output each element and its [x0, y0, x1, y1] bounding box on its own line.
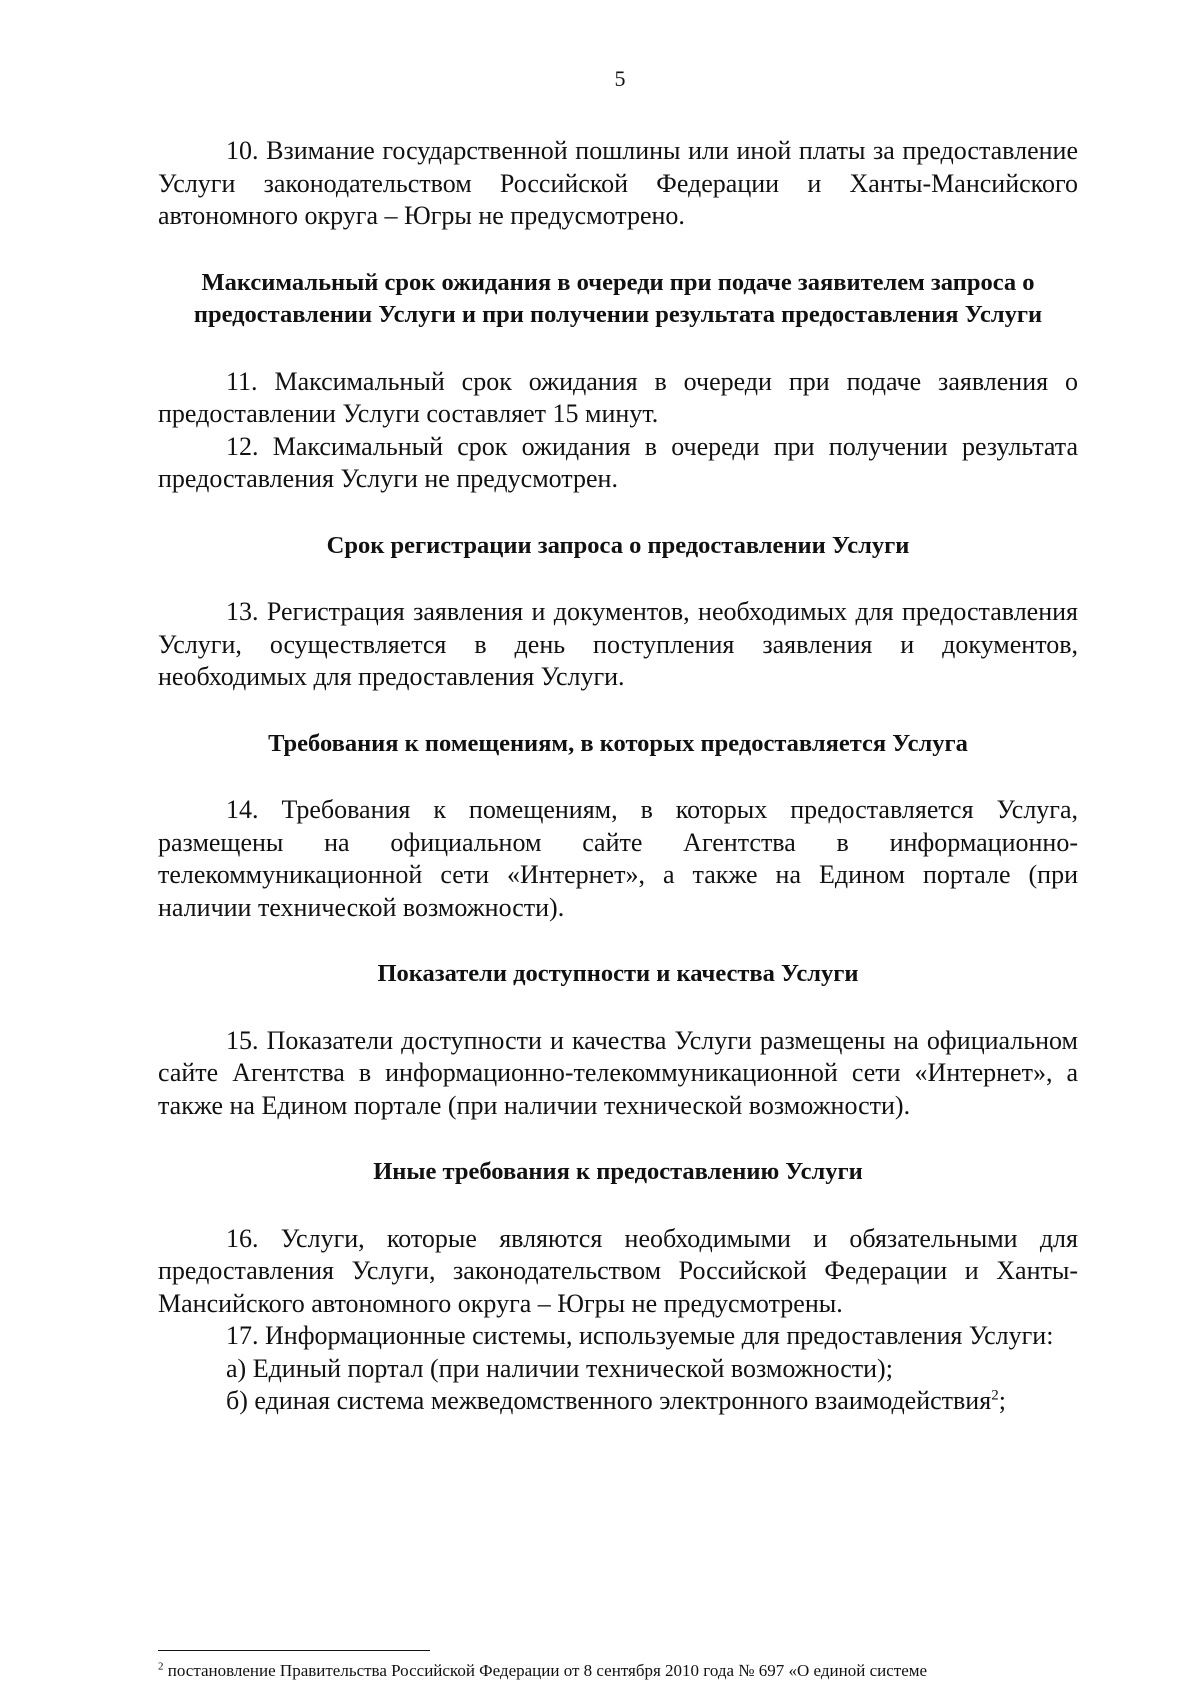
footnote-reference[interactable]: 2 [991, 1387, 999, 1404]
list-item-b-end: ; [998, 1386, 1006, 1415]
list-item-b-text: б) единая система межведомственного электронного взаимодействия [226, 1386, 992, 1415]
footnote-separator [158, 1650, 430, 1651]
document-body [158, 135, 1078, 1418]
heading-max-waiting-time: Максимальный срок ожидания в очереди при подаче заявителем запроса о предоставлении Услуги и при получении результата предоставления Услуги [193, 268, 1043, 328]
footnote-text: постановление Правительства Российской Федерации от 8 сентября 2010 года № 697 «О единой системе [163, 1661, 928, 1680]
heading-other-requirements: Иные требования к предоставлению Услуги [373, 1158, 863, 1185]
paragraph-15: 15. Показатели доступности и качества Услуги размещены на официальном сайте Агентства в информационно-телекоммуникационной сети «Интернет», а также на Едином портале (при наличии технической возможности). [158, 1025, 1078, 1120]
paragraph-10: 10. Взимание государственной пошлины или иной платы за предоставление Услуги законодательством Российской Федерации и Ханты-Мансийского автономного округа – Югры не предусмотрено. [158, 136, 1078, 230]
page-number: 5 [614, 66, 626, 91]
paragraph-16: 16. Услуги, которые являются необходимыми и обязательными для предоставления Услуги, законодательством Российской Федерации и Ханты-Мансийского автономного округа – Югры не предусмотрены. [158, 1223, 1078, 1318]
paragraph-13: 13. Регистрация заявления и документов, необходимых для предоставления Услуги, осуществляется в день поступления заявления и документов, необходимых для предоставления Услуги. [158, 597, 1078, 691]
heading-accessibility-quality: Показатели доступности и качества Услуги [377, 960, 859, 987]
heading-premises-requirements: Требования к помещениям, в которых предоставляется Услуга [268, 729, 968, 757]
paragraph-11: 11. Максимальный срок ожидания в очереди при подаче заявления о предоставлении Услуги составляет 15 минут. [158, 366, 1078, 428]
list-item-a: а) Единый портал (при наличии технической возможности); [226, 1353, 893, 1383]
footnote-mark: 2 [158, 1660, 164, 1673]
paragraph-12: 12. Максимальный срок ожидания в очереди при получении результата предоставления Услуги не предусмотрен. [158, 431, 1078, 493]
paragraph-14: 14. Требования к помещениям, в которых предоставляется Услуга, размещены на официальном сайте Агентства в информационно-телекоммуникационной сети «Интернет», а также на Едином портале (при наличии технической возможности). [158, 795, 1078, 922]
list-item-b [158, 1385, 1078, 1418]
footnote [158, 1660, 1078, 1682]
heading-registration-term: Срок регистрации запроса о предоставлении Услуги [326, 531, 910, 559]
paragraph-17: 17. Информационные системы, используемые для предоставления Услуги: [226, 1321, 1054, 1350]
